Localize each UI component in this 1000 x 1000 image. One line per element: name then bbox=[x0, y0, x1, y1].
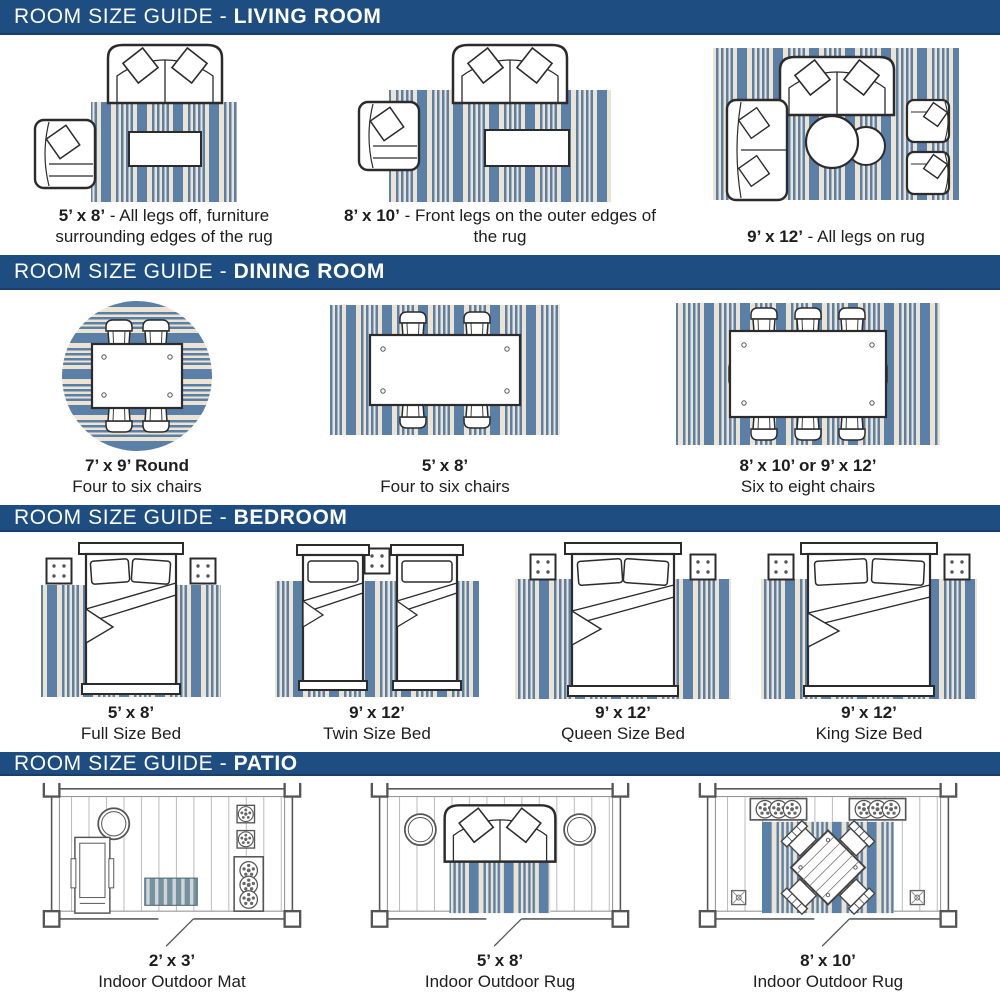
sofa-icon bbox=[780, 57, 894, 115]
flower-pot-icon bbox=[237, 831, 254, 848]
outdoor-mat bbox=[145, 878, 197, 905]
potted-plant-icon bbox=[910, 891, 924, 905]
rug-size-label: 9’ x 12’ bbox=[841, 702, 897, 722]
rug-size-label: 8’ x 10’ or 9’ x 12’ bbox=[739, 455, 877, 475]
diagram-dining-7x9-round bbox=[52, 297, 222, 500]
flower-bed-icon bbox=[234, 857, 263, 911]
section-header-living-room bbox=[0, 0, 1000, 35]
bed-icon bbox=[79, 543, 183, 694]
section-bedroom bbox=[0, 505, 1000, 752]
diagram-caption bbox=[425, 950, 575, 995]
nightstand-icon bbox=[769, 554, 794, 579]
round-table-icon bbox=[98, 808, 129, 839]
header-prefix: ROOM SIZE GUIDE - bbox=[14, 506, 234, 530]
diagram-dining-5x8 bbox=[310, 297, 580, 500]
bedroom-diagram-row bbox=[0, 532, 1000, 752]
round-table-icon bbox=[405, 814, 436, 845]
rug-desc-label: Six to eight chairs bbox=[740, 476, 876, 496]
outdoor-sofa-icon bbox=[445, 805, 556, 861]
club-chair-icon bbox=[907, 152, 949, 194]
rug-desc-label: Four to six chairs bbox=[380, 476, 510, 496]
diagram-dining-8x10 bbox=[668, 297, 948, 500]
armchair-icon bbox=[35, 120, 95, 188]
dining-round-illustration bbox=[52, 297, 222, 455]
rug-size-label: 7’ x 9’ Round bbox=[85, 455, 189, 475]
rug-desc-label: Indoor Outdoor Mat bbox=[98, 972, 246, 992]
living-8x10-illustration bbox=[345, 42, 655, 205]
king-bed-illustration bbox=[749, 539, 989, 702]
patio-8x10-illustration bbox=[692, 783, 964, 950]
rug-desc-label: Indoor Outdoor Rug bbox=[752, 972, 904, 992]
section-header-dining-room bbox=[0, 255, 1000, 290]
diagram-caption bbox=[98, 950, 245, 995]
diagram-bedroom-twin bbox=[257, 539, 497, 747]
diagram-caption bbox=[341, 205, 659, 250]
patio-mat-illustration bbox=[36, 783, 308, 950]
patio-5x8-illustration bbox=[364, 783, 636, 950]
dining-table-icon bbox=[370, 335, 520, 405]
coffee-table-icon bbox=[129, 132, 201, 166]
potted-plant-icon bbox=[732, 891, 746, 905]
diagram-caption bbox=[72, 455, 201, 500]
section-dining-room bbox=[0, 255, 1000, 505]
rug-size-label: 8’ x 10’ bbox=[344, 205, 400, 225]
diagram-living-5x8 bbox=[29, 42, 299, 250]
header-prefix: ROOM SIZE GUIDE - bbox=[14, 5, 234, 29]
diagram-caption bbox=[323, 702, 431, 747]
bed-icon bbox=[391, 545, 463, 690]
rug-size-label: 5’ x 8’ bbox=[107, 702, 155, 722]
rug-size-label: 9’ x 12’ bbox=[747, 226, 803, 246]
flower-pot-icon bbox=[237, 805, 254, 822]
header-title: DINING ROOM bbox=[233, 260, 385, 284]
round-table-icon bbox=[564, 814, 595, 845]
dining-room-diagram-row bbox=[0, 290, 1000, 505]
rug-desc-label: - All legs on rug bbox=[807, 226, 925, 246]
rug-desc-label: Four to six chairs bbox=[72, 476, 202, 496]
rug-size-label: 5’ x 8’ bbox=[421, 455, 469, 475]
nightstand-icon bbox=[531, 554, 556, 579]
header-prefix: ROOM SIZE GUIDE - bbox=[14, 752, 234, 775]
rug-desc-label: Twin Size Bed bbox=[323, 723, 431, 743]
lounge-chair-icon bbox=[71, 837, 114, 913]
planter-box-icon bbox=[750, 799, 806, 820]
dining-table-icon bbox=[730, 331, 886, 417]
diagram-bedroom-king bbox=[749, 539, 989, 747]
header-title: BEDROOM bbox=[233, 506, 348, 530]
section-header-patio bbox=[0, 752, 1000, 776]
section-living-room bbox=[0, 0, 1000, 255]
nightstand-icon bbox=[945, 554, 970, 579]
diagram-caption bbox=[739, 455, 876, 500]
dining-5x8-illustration bbox=[310, 297, 580, 447]
rug-desc-label: Queen Size Bed bbox=[561, 723, 685, 743]
diagram-caption bbox=[81, 702, 181, 747]
rug-desc-label: - All legs off, furniture surrounding edges of the rug bbox=[55, 205, 273, 246]
nightstand-icon bbox=[691, 554, 716, 579]
queen-bed-illustration bbox=[503, 539, 743, 702]
header-prefix: ROOM SIZE GUIDE - bbox=[14, 260, 234, 284]
diagram-caption bbox=[816, 702, 923, 747]
rug-size-label: 8’ x 10’ bbox=[800, 951, 856, 970]
rug-size-label: 9’ x 12’ bbox=[349, 702, 405, 722]
dining-table-icon bbox=[92, 344, 182, 408]
patio-diagram-row bbox=[0, 776, 1000, 1000]
living-room-diagram-row bbox=[0, 35, 1000, 255]
diagram-living-9x12 bbox=[701, 42, 971, 250]
diagram-living-8x10 bbox=[341, 42, 659, 250]
sofa-icon bbox=[453, 45, 567, 103]
bed-icon bbox=[565, 543, 681, 696]
section-header-bedroom bbox=[0, 505, 1000, 532]
loveseat-icon bbox=[727, 100, 787, 200]
diagram-caption bbox=[380, 455, 509, 500]
twin-beds-illustration bbox=[257, 539, 497, 702]
diagram-caption bbox=[30, 205, 298, 250]
bed-icon bbox=[801, 543, 937, 696]
living-9x12-illustration bbox=[701, 42, 971, 205]
rug-desc-label: - Front legs on the outer edges of the rug bbox=[404, 205, 656, 246]
dining-8x10-illustration bbox=[668, 297, 948, 452]
diagram-caption bbox=[747, 226, 925, 250]
diagram-patio-2x3 bbox=[36, 783, 308, 995]
diagram-bedroom-full bbox=[11, 539, 251, 747]
nightstand-icon bbox=[191, 558, 216, 583]
armchair-icon bbox=[359, 102, 419, 170]
diagram-caption bbox=[753, 950, 903, 995]
coffee-table-icon bbox=[485, 130, 569, 166]
rug-desc-label: Full Size Bed bbox=[80, 723, 182, 743]
rug-size-label: 5’ x 8’ bbox=[476, 951, 524, 970]
rug-desc-label: King Size Bed bbox=[815, 723, 923, 743]
rug-desc-label: Indoor Outdoor Rug bbox=[424, 972, 576, 992]
rug-size-label: 9’ x 12’ bbox=[595, 702, 651, 722]
diagram-patio-8x10 bbox=[692, 783, 964, 995]
rug-size-label: 5’ x 8’ bbox=[58, 205, 106, 225]
planter-box-icon bbox=[849, 799, 905, 820]
full-bed-illustration bbox=[11, 539, 251, 702]
diagram-bedroom-queen bbox=[503, 539, 743, 747]
sofa-icon bbox=[108, 45, 222, 103]
diagram-caption bbox=[561, 702, 685, 747]
rug-size-label: 2’ x 3’ bbox=[148, 951, 196, 970]
header-title: LIVING ROOM bbox=[233, 5, 382, 29]
bed-icon bbox=[297, 545, 369, 690]
diagram-patio-5x8 bbox=[364, 783, 636, 995]
section-patio bbox=[0, 752, 1000, 1000]
round-coffee-table-icon bbox=[806, 116, 858, 168]
club-chair-icon bbox=[907, 100, 949, 142]
nightstand-icon bbox=[47, 558, 72, 583]
living-5x8-illustration bbox=[29, 42, 299, 205]
header-title: PATIO bbox=[233, 752, 298, 775]
